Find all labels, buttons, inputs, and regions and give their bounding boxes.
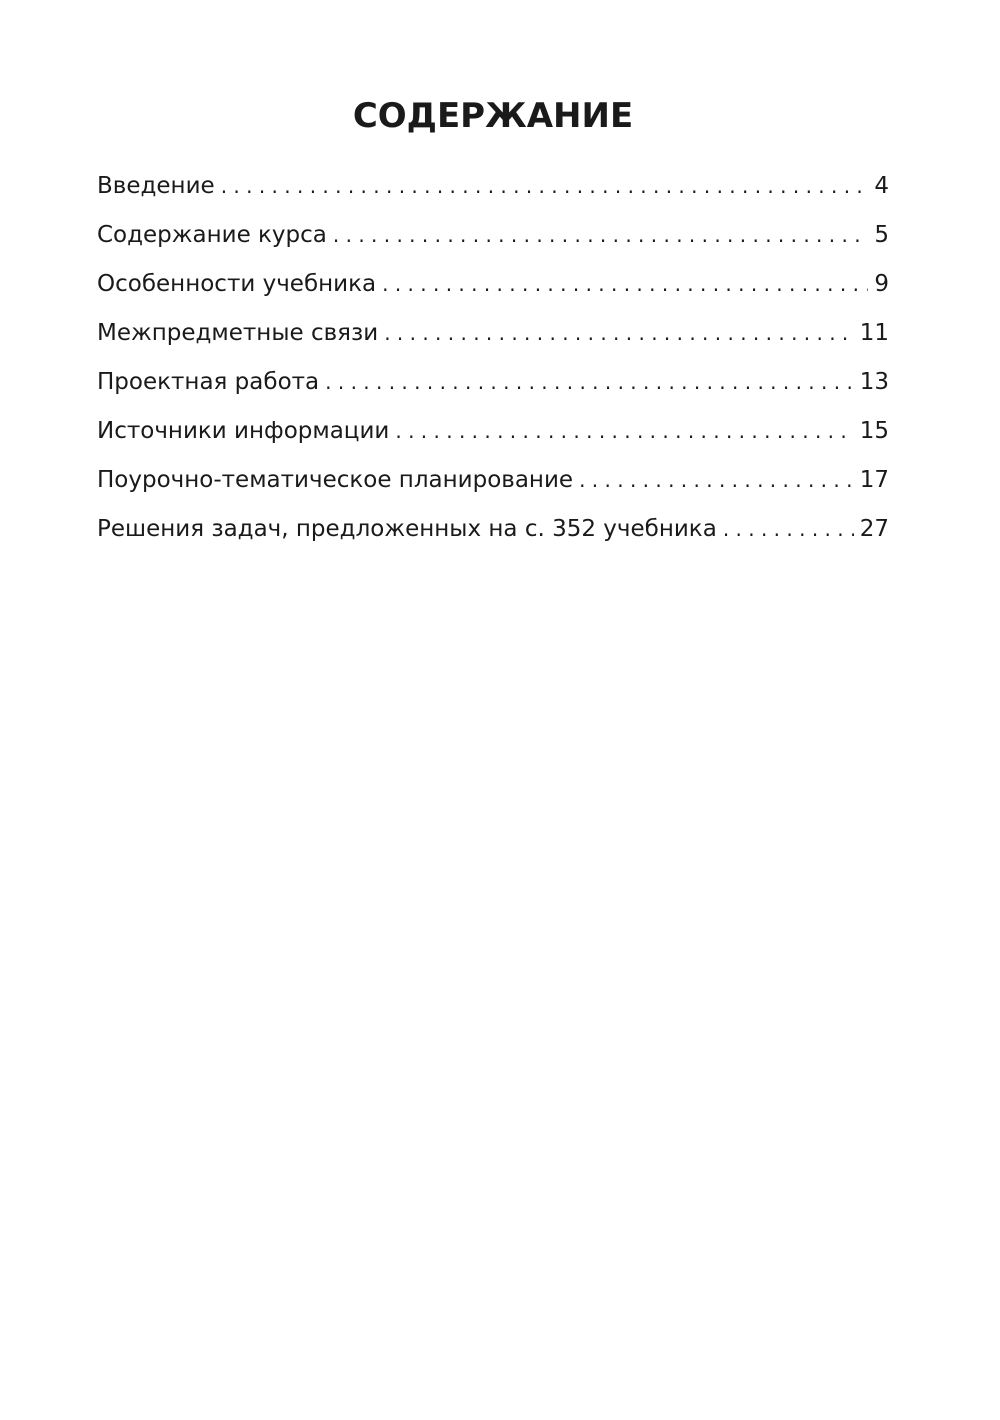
toc-entry-label: Проектная работа [97, 369, 320, 395]
toc-entry-label: Введение [97, 173, 215, 199]
table-of-contents [97, 168, 889, 560]
toc-dot-leader [384, 315, 854, 351]
toc-entry-page-number: 9 [874, 271, 889, 297]
toc-entry-textbook-features[interactable] [97, 266, 889, 315]
toc-entry-label: Межпредметные связи [97, 320, 379, 346]
toc-entry-label: Поурочно-тематическое планирование [97, 467, 574, 493]
toc-entry-page-number: 11 [859, 320, 889, 346]
toc-dot-leader [325, 364, 854, 400]
toc-dot-leader [333, 217, 868, 253]
page-title: СОДЕРЖАНИЕ [352, 96, 634, 136]
toc-entry-label: Источники информации [97, 418, 390, 444]
toc-entry-page-number: 27 [859, 516, 889, 542]
toc-entry-project-work[interactable] [97, 364, 889, 413]
toc-entry-page-number: 17 [859, 467, 889, 493]
toc-entry-label: Решения задач, предложенных на с. 352 учебника [97, 516, 717, 542]
toc-dot-leader [221, 168, 869, 204]
toc-entry-page-number: 15 [859, 418, 889, 444]
toc-entry-introduction[interactable] [97, 168, 889, 217]
toc-entry-page-number: 4 [874, 173, 889, 199]
toc-dot-leader [579, 462, 854, 498]
toc-entry-information-sources[interactable] [97, 413, 889, 462]
toc-entry-problem-solutions[interactable] [97, 511, 889, 560]
toc-entry-interdisciplinary-links[interactable] [97, 315, 889, 364]
toc-entry-page-number: 5 [874, 222, 889, 248]
toc-entry-label: Содержание курса [97, 222, 327, 248]
toc-dot-leader [382, 266, 868, 302]
toc-entry-label: Особенности учебника [97, 271, 377, 297]
toc-entry-course-content[interactable] [97, 217, 889, 266]
toc-dot-leader [723, 511, 854, 547]
toc-entry-page-number: 13 [859, 369, 889, 395]
toc-entry-lesson-planning[interactable] [97, 462, 889, 511]
toc-dot-leader [395, 413, 853, 449]
